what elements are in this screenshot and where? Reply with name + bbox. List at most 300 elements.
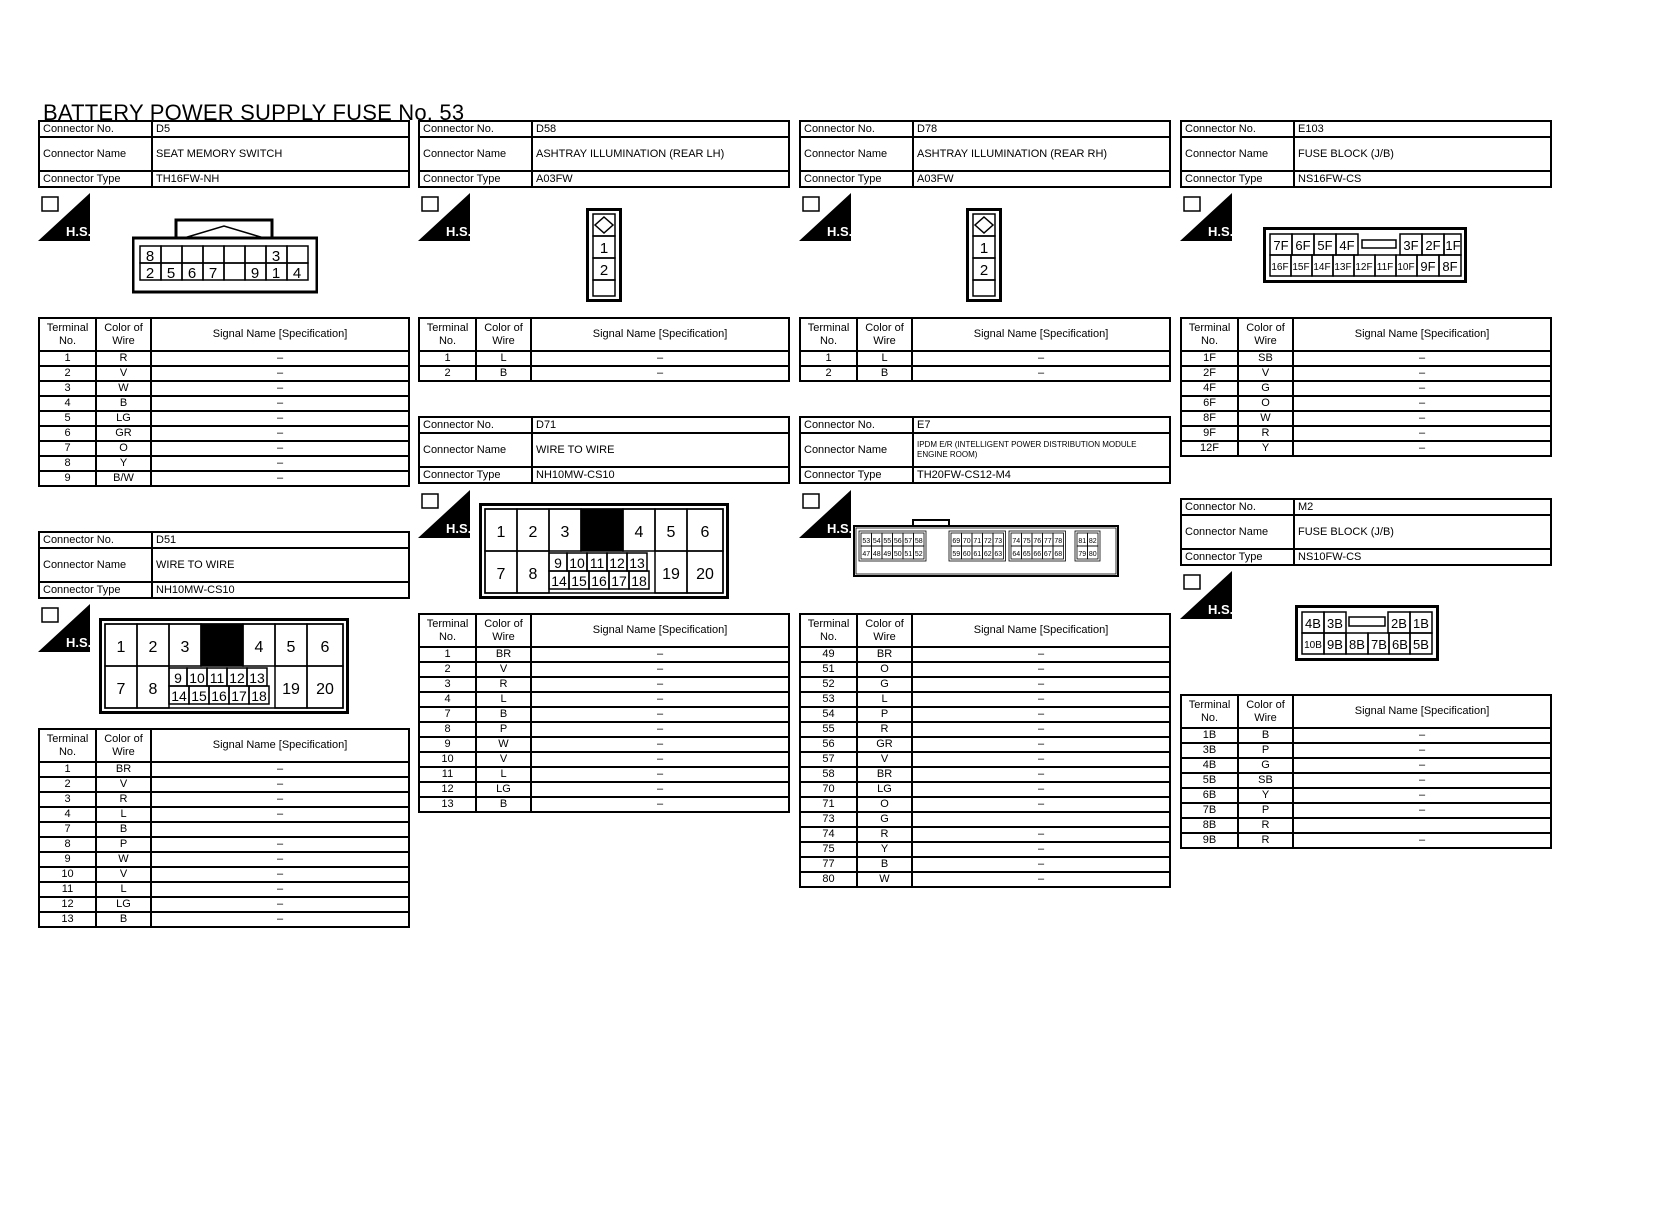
table-row	[800, 677, 1170, 692]
wire-color-cell: GR	[96, 426, 151, 441]
connector-no-value: E7	[913, 417, 1170, 433]
connector-type-label: Connector Type	[419, 467, 532, 483]
pin-label: 1B	[1413, 616, 1429, 631]
terminal-no-cell: 6	[39, 426, 96, 441]
wire-color-cell: W	[857, 872, 912, 887]
wire-color-cell: O	[857, 662, 912, 677]
connector-type-value: NS10FW-CS	[1294, 549, 1551, 565]
wire-color-cell: LG	[476, 782, 531, 797]
wire-color-cell: L	[857, 692, 912, 707]
terminal-no-cell: 3	[39, 381, 96, 396]
wire-color-cell: B	[96, 912, 151, 927]
terminal-no-cell: 13	[419, 797, 476, 812]
terminal-no-cell: 51	[800, 662, 857, 677]
table-row	[39, 471, 409, 486]
pin-label: 70	[962, 538, 971, 545]
terminal-no-cell: 1	[39, 762, 96, 777]
signal-name-header: Signal Name [Specification]	[1293, 318, 1551, 351]
terminal-no-cell: 8	[419, 722, 476, 737]
table-row	[800, 782, 1170, 797]
pin-label: 8F	[1442, 259, 1458, 274]
connector-type-value: TH16FW-NH	[152, 171, 409, 187]
pin-label: 49	[883, 551, 892, 558]
wire-color-cell: Y	[1238, 441, 1293, 456]
table-row	[419, 752, 789, 767]
pin-label: 61	[973, 551, 982, 558]
signal-name-cell: –	[151, 912, 409, 927]
pin-label: 2	[599, 262, 609, 279]
signal-name-cell: –	[1293, 426, 1551, 441]
table-row	[800, 662, 1170, 677]
table-row	[800, 752, 1170, 767]
pin-label: 14	[171, 688, 187, 704]
pin-label: 8	[145, 248, 155, 265]
table-row	[1181, 833, 1551, 848]
table-row	[800, 827, 1170, 842]
pin-label: 6	[700, 524, 710, 541]
terminal-no-cell: 3B	[1181, 743, 1238, 758]
color-of-wire-header: Color of Wire	[1238, 318, 1293, 351]
signal-name-cell: –	[531, 366, 789, 381]
pin-label: 8B	[1349, 637, 1365, 652]
terminal-no-cell: 49	[800, 647, 857, 662]
terminal-no-cell: 9	[39, 852, 96, 867]
table-row	[1181, 441, 1551, 456]
signal-name-header: Signal Name [Specification]	[531, 614, 789, 647]
pin-label: 16F	[1271, 262, 1289, 273]
connector-d58-info	[418, 120, 790, 188]
pin-label: 6	[187, 265, 197, 282]
table-row	[419, 767, 789, 782]
wire-color-cell: SB	[1238, 351, 1293, 366]
terminal-no-cell: 73	[800, 812, 857, 827]
connector-name-label: Connector Name	[1181, 515, 1294, 549]
pin-label: 1	[979, 240, 989, 257]
terminal-no-cell: 77	[800, 857, 857, 872]
wire-color-cell: P	[857, 707, 912, 722]
pin-label: 55	[883, 538, 892, 545]
harness-side-icon	[799, 193, 851, 241]
wire-color-cell: Y	[857, 842, 912, 857]
pin-label: 1	[271, 265, 281, 282]
connector-no-value: D5	[152, 121, 409, 137]
terminal-no-cell: 12	[419, 782, 476, 797]
signal-name-cell: –	[531, 767, 789, 782]
pin-label: 74	[1012, 538, 1021, 545]
connector-name-label: Connector Name	[39, 137, 152, 171]
terminal-table-e103	[1180, 317, 1552, 457]
terminal-no-cell: 56	[800, 737, 857, 752]
table-row	[39, 426, 409, 441]
wire-color-cell: R	[96, 351, 151, 366]
terminal-no-cell: 4	[419, 692, 476, 707]
pin-label: 75	[1022, 538, 1031, 545]
wire-color-cell: V	[96, 867, 151, 882]
signal-name-cell: –	[531, 752, 789, 767]
terminal-no-cell: 3	[419, 677, 476, 692]
pin-label: 2	[979, 262, 989, 279]
pin-label: 3	[180, 639, 190, 656]
connector-m2-info	[1180, 498, 1552, 566]
wire-color-cell: P	[476, 722, 531, 737]
terminal-no-cell: 1B	[1181, 728, 1238, 743]
signal-name-cell: –	[151, 441, 409, 456]
connector-name-label: Connector Name	[419, 137, 532, 171]
table-row	[39, 456, 409, 471]
pin-label: 71	[973, 538, 982, 545]
terminal-no-cell: 5B	[1181, 773, 1238, 788]
terminal-no-header: Terminal No.	[1181, 318, 1238, 351]
terminal-no-cell: 7	[39, 441, 96, 456]
harness-side-icon	[1180, 571, 1232, 619]
terminal-table-d78	[799, 317, 1171, 382]
wire-color-cell: B/W	[96, 471, 151, 486]
signal-name-cell: –	[912, 857, 1170, 872]
signal-name-header: Signal Name [Specification]	[151, 729, 409, 762]
wire-color-cell: O	[857, 797, 912, 812]
connector-type-label: Connector Type	[800, 171, 913, 187]
wire-color-cell: R	[476, 677, 531, 692]
pin-label: 2	[528, 524, 538, 541]
pin-label: 3	[271, 248, 281, 265]
table-row	[800, 692, 1170, 707]
table-row	[39, 351, 409, 366]
signal-name-cell: –	[531, 677, 789, 692]
wire-color-cell: B	[96, 822, 151, 837]
pin-label: 79	[1078, 551, 1087, 558]
signal-name-cell: –	[531, 647, 789, 662]
signal-name-cell: –	[151, 867, 409, 882]
connector-no-label: Connector No.	[800, 121, 913, 137]
terminal-no-cell: 55	[800, 722, 857, 737]
connector-name-value: SEAT MEMORY SWITCH	[152, 137, 409, 171]
signal-name-cell: –	[151, 366, 409, 381]
connector-d78-info	[799, 120, 1171, 188]
signal-name-cell: –	[912, 647, 1170, 662]
pin-label: 65	[1022, 551, 1031, 558]
terminal-no-cell: 4	[39, 396, 96, 411]
terminal-table-d5	[38, 317, 410, 487]
pin-label: 7	[116, 681, 126, 698]
color-of-wire-header: Color of Wire	[857, 318, 912, 351]
terminal-no-cell: 2	[800, 366, 857, 381]
signal-name-header: Signal Name [Specification]	[912, 614, 1170, 647]
wire-color-cell: BR	[857, 767, 912, 782]
table-row	[800, 842, 1170, 857]
pin-label: 78	[1054, 538, 1063, 545]
terminal-no-cell: 5	[39, 411, 96, 426]
pin-label: 7B	[1371, 637, 1387, 652]
table-row	[1181, 351, 1551, 366]
connector-no-label: Connector No.	[39, 532, 152, 548]
terminal-no-cell: 1	[419, 647, 476, 662]
terminal-no-cell: 53	[800, 692, 857, 707]
table-row	[419, 647, 789, 662]
terminal-no-cell: 75	[800, 842, 857, 857]
signal-name-cell	[151, 822, 409, 837]
signal-name-cell: –	[151, 381, 409, 396]
signal-name-cell: –	[912, 677, 1170, 692]
pin-label: 48	[872, 551, 881, 558]
wire-color-cell: B	[857, 857, 912, 872]
connector-name-value: ASHTRAY ILLUMINATION (REAR LH)	[532, 137, 789, 171]
connector-no-value: D51	[152, 532, 409, 548]
pin-label: 4B	[1305, 616, 1321, 631]
table-row	[1181, 411, 1551, 426]
wire-color-cell: LG	[857, 782, 912, 797]
connector-d5-face	[132, 218, 318, 299]
table-row	[39, 882, 409, 897]
terminal-no-cell: 2	[39, 777, 96, 792]
signal-name-cell: –	[912, 782, 1170, 797]
pin-label: 13	[629, 555, 645, 571]
pin-label: 7	[208, 265, 218, 282]
terminal-no-cell: 10	[419, 752, 476, 767]
signal-name-cell: –	[151, 897, 409, 912]
connector-name-label: Connector Name	[419, 433, 532, 467]
pin-label: 10	[189, 670, 205, 686]
connector-e103-face	[1263, 227, 1467, 288]
signal-name-cell: –	[1293, 411, 1551, 426]
terminal-no-cell: 2	[419, 366, 476, 381]
terminal-no-cell: 13	[39, 912, 96, 927]
signal-name-cell: –	[531, 707, 789, 722]
pin-label: 11F	[1376, 262, 1394, 273]
connector-type-label: Connector Type	[1181, 549, 1294, 565]
pin-label: 15F	[1292, 262, 1310, 273]
pin-label: 2F	[1425, 238, 1441, 253]
terminal-table-d58	[418, 317, 790, 382]
signal-name-cell: –	[1293, 351, 1551, 366]
pin-label: 54	[872, 538, 881, 545]
connector-name-label: Connector Name	[39, 548, 152, 582]
signal-name-cell: –	[151, 411, 409, 426]
pin-label: 8	[148, 681, 158, 698]
signal-name-cell: –	[912, 692, 1170, 707]
signal-name-cell: –	[1293, 396, 1551, 411]
hs-label: H.S.	[446, 521, 470, 536]
wire-color-cell: W	[96, 852, 151, 867]
terminal-no-cell: 11	[419, 767, 476, 782]
signal-name-cell: –	[1293, 758, 1551, 773]
pin-label: 5B	[1413, 637, 1429, 652]
pin-label: 9F	[1420, 259, 1436, 274]
connector-name-value: WIRE TO WIRE	[532, 433, 789, 467]
connector-d71-info	[418, 416, 790, 484]
pin-label: 19	[662, 566, 680, 583]
table-row	[800, 857, 1170, 872]
terminal-no-cell: 52	[800, 677, 857, 692]
pin-label: 16	[591, 573, 607, 589]
table-row	[1181, 773, 1551, 788]
wire-color-cell: P	[1238, 803, 1293, 818]
wire-color-cell: L	[476, 692, 531, 707]
pin-label: 6F	[1295, 238, 1311, 253]
wire-color-cell: B	[857, 366, 912, 381]
wire-color-cell: B	[1238, 728, 1293, 743]
table-row	[39, 762, 409, 777]
connector-m2-face	[1295, 605, 1439, 666]
pin-label: 10B	[1304, 640, 1322, 651]
pin-label: 13	[249, 670, 265, 686]
pin-label: 56	[893, 538, 902, 545]
terminal-no-cell: 2	[419, 662, 476, 677]
pin-label: 11	[589, 555, 605, 571]
connector-d78-face	[966, 208, 1002, 307]
pin-label: 80	[1088, 551, 1097, 558]
pin-label: 67	[1043, 551, 1052, 558]
wire-color-cell: R	[857, 722, 912, 737]
connector-no-value: M2	[1294, 499, 1551, 515]
table-row	[1181, 803, 1551, 818]
wire-color-cell: V	[857, 752, 912, 767]
signal-name-cell: –	[912, 842, 1170, 857]
wire-color-cell: L	[96, 807, 151, 822]
table-row	[39, 777, 409, 792]
signal-name-cell: –	[531, 351, 789, 366]
signal-name-cell: –	[151, 777, 409, 792]
wire-color-cell: B	[476, 797, 531, 812]
terminal-no-cell: 58	[800, 767, 857, 782]
table-row	[419, 662, 789, 677]
pin-label: 19	[282, 681, 300, 698]
pin-label: 5	[166, 265, 176, 282]
hs-label: H.S.	[66, 224, 90, 239]
terminal-no-cell: 2F	[1181, 366, 1238, 381]
connector-e7-face	[853, 519, 1119, 582]
terminal-no-header: Terminal No.	[1181, 695, 1238, 728]
pin-label: 8	[528, 566, 538, 583]
connector-no-label: Connector No.	[1181, 499, 1294, 515]
pin-label: 1	[496, 524, 506, 541]
signal-name-cell: –	[912, 366, 1170, 381]
table-row	[39, 867, 409, 882]
table-row	[39, 381, 409, 396]
wire-color-cell: SB	[1238, 773, 1293, 788]
terminal-no-cell: 12F	[1181, 441, 1238, 456]
signal-name-cell: –	[531, 722, 789, 737]
wire-color-cell: B	[476, 366, 531, 381]
wire-color-cell: R	[1238, 818, 1293, 833]
pin-label: 2	[145, 265, 155, 282]
terminal-no-cell: 70	[800, 782, 857, 797]
wire-color-cell: W	[476, 737, 531, 752]
pin-label: 4	[292, 265, 302, 282]
table-row	[419, 677, 789, 692]
pin-label: 77	[1043, 538, 1052, 545]
signal-name-cell: –	[912, 827, 1170, 842]
pin-label: 1F	[1445, 238, 1461, 253]
terminal-no-cell: 1	[39, 351, 96, 366]
signal-name-cell: –	[1293, 743, 1551, 758]
wire-color-cell: V	[96, 777, 151, 792]
connector-type-label: Connector Type	[1181, 171, 1294, 187]
hs-label: H.S.	[66, 635, 90, 650]
connector-type-value: NH10MW-CS10	[152, 582, 409, 598]
table-row	[419, 692, 789, 707]
pin-label: 76	[1033, 538, 1042, 545]
wire-color-cell: BR	[96, 762, 151, 777]
color-of-wire-header: Color of Wire	[476, 318, 531, 351]
page-title: BATTERY POWER SUPPLY FUSE No. 53	[43, 100, 465, 125]
pin-label: 6	[320, 639, 330, 656]
pin-label: 9B	[1327, 637, 1343, 652]
table-row	[800, 872, 1170, 887]
pin-label: 3B	[1327, 616, 1343, 631]
signal-name-cell: –	[531, 662, 789, 677]
wire-color-cell: V	[476, 662, 531, 677]
wire-color-cell: V	[1238, 366, 1293, 381]
wire-color-cell: BR	[476, 647, 531, 662]
connector-type-label: Connector Type	[419, 171, 532, 187]
wire-color-cell: L	[476, 351, 531, 366]
table-row	[1181, 396, 1551, 411]
terminal-no-header: Terminal No.	[39, 729, 96, 762]
signal-name-cell: –	[912, 872, 1170, 887]
wire-color-cell: W	[1238, 411, 1293, 426]
wire-color-cell: GR	[857, 737, 912, 752]
pin-label: 5	[286, 639, 296, 656]
pin-label: 11	[209, 670, 225, 686]
connector-type-value: NH10MW-CS10	[532, 467, 789, 483]
harness-side-icon	[418, 193, 470, 241]
connector-d51-info	[38, 531, 410, 599]
terminal-no-cell: 3	[39, 792, 96, 807]
pin-label: 50	[893, 551, 902, 558]
terminal-no-cell: 8	[39, 456, 96, 471]
wire-color-cell: Y	[1238, 788, 1293, 803]
terminal-no-cell: 7	[39, 822, 96, 837]
terminal-no-cell: 4	[39, 807, 96, 822]
table-row	[39, 897, 409, 912]
signal-name-cell	[1293, 818, 1551, 833]
connector-d5-info	[38, 120, 410, 188]
pin-label: 12	[609, 555, 625, 571]
color-of-wire-header: Color of Wire	[96, 729, 151, 762]
table-row	[419, 351, 789, 366]
pin-label: 82	[1088, 538, 1097, 545]
connector-name-value: WIRE TO WIRE	[152, 548, 409, 582]
harness-side-icon	[1180, 193, 1232, 241]
pin-label: 53	[862, 538, 871, 545]
connector-d58-face	[586, 208, 622, 307]
connector-d71-face	[479, 503, 729, 604]
signal-name-cell: –	[151, 882, 409, 897]
connector-no-value: D58	[532, 121, 789, 137]
wire-color-cell: O	[96, 441, 151, 456]
signal-name-cell: –	[1293, 381, 1551, 396]
pin-label: 2	[148, 639, 158, 656]
table-row	[1181, 426, 1551, 441]
connector-type-value: A03FW	[532, 171, 789, 187]
pin-label: 9	[554, 555, 562, 571]
table-row	[800, 767, 1170, 782]
connector-name-value: ASHTRAY ILLUMINATION (REAR RH)	[913, 137, 1170, 171]
pin-label: 10F	[1397, 262, 1415, 273]
table-row	[1181, 381, 1551, 396]
table-row	[800, 647, 1170, 662]
terminal-no-cell: 8B	[1181, 818, 1238, 833]
hs-label: H.S.	[1208, 224, 1232, 239]
connector-e103-info	[1180, 120, 1552, 188]
terminal-table-d71	[418, 613, 790, 813]
connector-no-label: Connector No.	[1181, 121, 1294, 137]
wire-color-cell: P	[96, 837, 151, 852]
table-row	[39, 441, 409, 456]
pin-label: 12F	[1355, 262, 1373, 273]
pin-label: 6B	[1392, 637, 1408, 652]
harness-side-icon	[799, 490, 851, 538]
